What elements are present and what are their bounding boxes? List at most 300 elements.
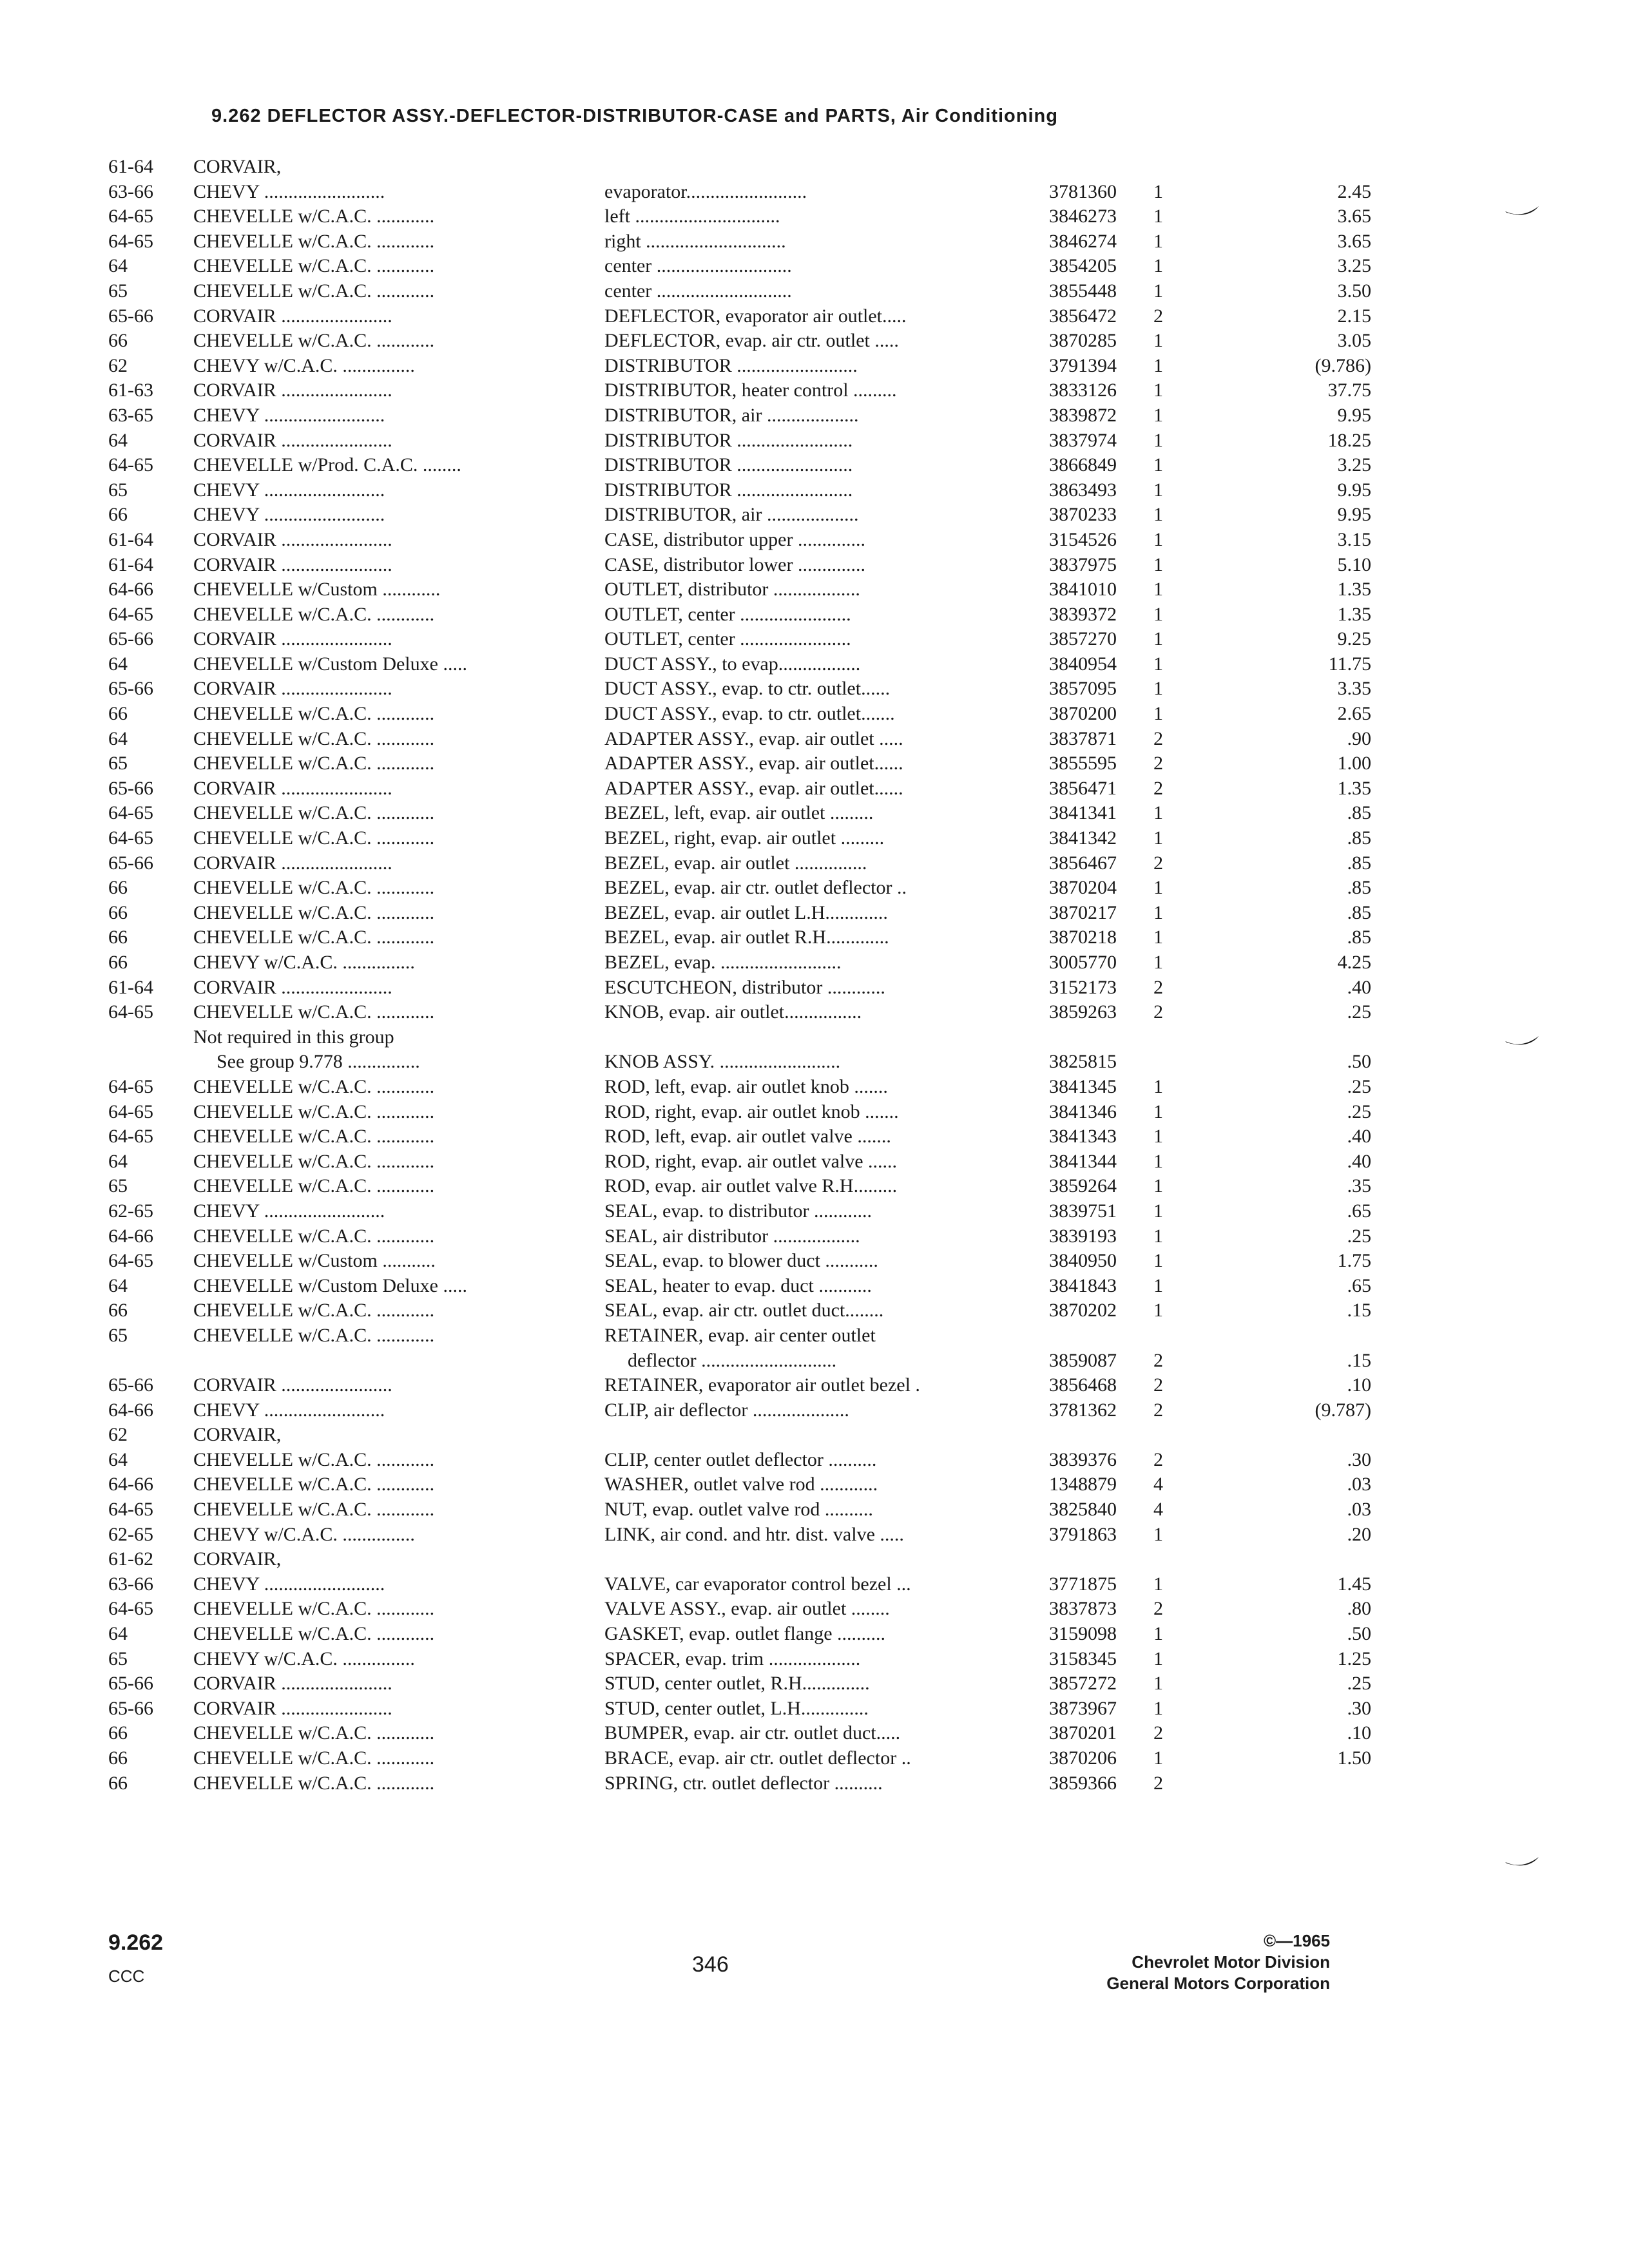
table-row	[108, 1274, 1397, 1299]
table-row	[108, 1771, 1397, 1796]
table-row	[108, 627, 1397, 652]
part-number-cell: 3870202	[1049, 1300, 1117, 1321]
model-cell: CHEVELLE w/C.A.C. ............	[193, 1324, 435, 1346]
year-cell: 64-66	[108, 579, 153, 601]
year-cell: 64-65	[108, 1598, 153, 1620]
table-row	[108, 1224, 1397, 1249]
model-cell: CHEVELLE w/C.A.C. ............	[193, 1722, 435, 1744]
model-cell: CHEVELLE w/C.A.C. ............	[193, 1150, 435, 1172]
quantity-cell: 1	[1153, 678, 1163, 700]
table-row	[108, 1572, 1397, 1597]
table-row	[108, 428, 1397, 454]
part-number-cell: 3841342	[1049, 827, 1117, 849]
quantity-cell: 1	[1153, 180, 1163, 202]
year-cell: 62	[108, 1424, 128, 1446]
price-cell: 3.35	[1337, 678, 1371, 700]
part-number-cell: 3855595	[1049, 753, 1117, 774]
part-number-cell: 3857270	[1049, 628, 1117, 650]
description-cell: RETAINER, evap. air center outlet	[604, 1324, 876, 1346]
price-cell: 9.25	[1337, 628, 1371, 650]
description-cell: OUTLET, distributor ..................	[604, 579, 860, 601]
year-cell: 65-66	[108, 678, 153, 700]
description-cell: left ..............................	[604, 206, 780, 227]
quantity-cell: 1	[1153, 280, 1163, 302]
price-cell: 9.95	[1337, 504, 1371, 526]
price-cell: .30	[1347, 1448, 1371, 1470]
part-number-cell: 3870218	[1049, 927, 1117, 948]
year-cell: 64	[108, 727, 128, 749]
price-cell: .25	[1347, 1225, 1371, 1247]
table-row	[108, 602, 1397, 628]
table-row	[108, 751, 1397, 776]
table-row	[108, 403, 1397, 428]
description-cell: DEFLECTOR, evap. air ctr. outlet .....	[604, 330, 899, 352]
table-row	[108, 453, 1397, 478]
quantity-cell: 1	[1153, 1623, 1163, 1645]
price-cell: .65	[1347, 1274, 1371, 1296]
description-cell: BEZEL, right, evap. air outlet .........	[604, 827, 885, 849]
price-cell: 18.25	[1327, 429, 1371, 451]
year-cell: 64	[108, 1274, 128, 1296]
quantity-cell: 1	[1153, 802, 1163, 824]
description-cell: CLIP, air deflector ....................	[604, 1399, 849, 1421]
part-number-cell: 3870200	[1049, 703, 1117, 725]
model-cell: CHEVELLE w/Custom ...........	[193, 1250, 436, 1272]
year-cell: 64-65	[108, 802, 153, 824]
description-cell: STUD, center outlet, R.H..............	[604, 1673, 870, 1695]
quantity-cell: 1	[1153, 1075, 1163, 1097]
table-row	[108, 1721, 1397, 1746]
price-cell: .85	[1347, 852, 1371, 874]
year-cell: 64	[108, 653, 128, 675]
quantity-cell: 1	[1153, 1673, 1163, 1695]
part-number-cell: 3856472	[1049, 305, 1117, 327]
quantity-cell: 1	[1153, 952, 1163, 973]
part-number-cell: 3839376	[1049, 1448, 1117, 1470]
table-row	[108, 1647, 1397, 1672]
description-cell: center ............................	[604, 280, 792, 302]
year-cell: 64-65	[108, 230, 153, 252]
model-cell: CORVAIR .......................	[193, 528, 392, 550]
description-cell: SPRING, ctr. outlet deflector ..........	[604, 1772, 883, 1794]
table-row	[108, 254, 1397, 279]
price-cell: .25	[1347, 1001, 1371, 1023]
table-row	[108, 677, 1397, 702]
quantity-cell: 2	[1153, 1399, 1163, 1421]
model-cell: CORVAIR .......................	[193, 852, 392, 874]
model-cell: See group 9.778 ...............	[217, 1051, 420, 1073]
price-cell: 11.75	[1328, 653, 1371, 675]
model-cell: CHEVELLE w/C.A.C. ............	[193, 603, 435, 625]
page-number: 346	[692, 1952, 729, 1977]
division-name: Chevrolet Motor Division	[1132, 1952, 1330, 1972]
quantity-cell: 2	[1153, 1722, 1163, 1744]
year-cell: 66	[108, 927, 128, 948]
quantity-cell: 1	[1153, 877, 1163, 899]
price-cell: 2.65	[1337, 703, 1371, 725]
year-cell: 66	[108, 1772, 128, 1794]
description-cell: BEZEL, evap. air outlet L.H.............	[604, 901, 888, 923]
footer-section-number: 9.262	[108, 1930, 164, 1955]
quantity-cell: 1	[1153, 528, 1163, 550]
quantity-cell: 1	[1153, 1573, 1163, 1595]
price-cell: 3.65	[1337, 206, 1371, 227]
quantity-cell: 1	[1153, 1300, 1163, 1321]
model-cell: CHEVELLE w/C.A.C. ............	[193, 802, 435, 824]
table-row	[108, 1149, 1397, 1175]
price-cell: .40	[1347, 976, 1371, 998]
model-cell: CORVAIR .......................	[193, 628, 392, 650]
table-row	[108, 478, 1397, 503]
description-cell: SEAL, heater to evap. duct ...........	[604, 1274, 872, 1296]
table-row	[108, 1671, 1397, 1696]
description-cell: ROD, right, evap. air outlet knob .......	[604, 1100, 899, 1122]
description-cell: CASE, distributor upper ..............	[604, 528, 865, 550]
description-cell: DISTRIBUTOR .........................	[604, 354, 858, 376]
year-cell: 63-66	[108, 1573, 153, 1595]
price-cell: 9.95	[1337, 404, 1371, 426]
quantity-cell: 1	[1153, 1523, 1163, 1545]
table-row	[108, 950, 1397, 975]
model-cell: CORVAIR .......................	[193, 380, 392, 401]
price-cell: 1.50	[1337, 1747, 1371, 1769]
part-number-cell: 3837974	[1049, 429, 1117, 451]
year-cell: 64-66	[108, 1225, 153, 1247]
quantity-cell: 1	[1153, 454, 1163, 476]
table-row	[108, 1597, 1397, 1622]
price-cell: .30	[1347, 1697, 1371, 1719]
part-number-cell: 3857095	[1049, 678, 1117, 700]
part-number-cell: 3870233	[1049, 504, 1117, 526]
table-row	[108, 1423, 1397, 1448]
model-cell: CORVAIR .......................	[193, 678, 392, 700]
quantity-cell: 2	[1153, 1772, 1163, 1794]
part-number-cell: 3839193	[1049, 1225, 1117, 1247]
price-cell: 1.45	[1337, 1573, 1371, 1595]
quantity-cell: 2	[1153, 753, 1163, 774]
part-number-cell: 3005770	[1049, 952, 1117, 973]
price-cell: 3.15	[1337, 528, 1371, 550]
model-cell: CHEVELLE w/C.A.C. ............	[193, 1448, 435, 1470]
part-number-cell: 3152173	[1049, 976, 1117, 998]
table-row	[108, 378, 1397, 403]
model-cell: CHEVY w/C.A.C. ...............	[193, 1523, 415, 1545]
table-row	[108, 925, 1397, 950]
corporation-name: General Motors Corporation	[1106, 1974, 1330, 1993]
table-row	[108, 801, 1397, 826]
model-cell: CHEVY .........................	[193, 404, 385, 426]
description-cell: SEAL, evap. air ctr. outlet duct........	[604, 1300, 884, 1321]
part-number-cell: 3837975	[1049, 553, 1117, 575]
description-cell: right .............................	[604, 230, 786, 252]
model-cell: CORVAIR .......................	[193, 1374, 392, 1396]
price-cell: 1.00	[1337, 753, 1371, 774]
price-cell: 3.25	[1337, 255, 1371, 277]
model-cell: CHEVELLE w/C.A.C. ............	[193, 877, 435, 899]
quantity-cell: 1	[1153, 628, 1163, 650]
description-cell: ROD, left, evap. air outlet valve .......	[604, 1126, 891, 1148]
quantity-cell: 2	[1153, 1374, 1163, 1396]
year-cell: 64-65	[108, 1100, 153, 1122]
part-number-cell: 3841010	[1049, 579, 1117, 601]
table-row	[108, 1696, 1397, 1722]
table-row	[108, 1075, 1397, 1100]
year-cell: 64	[108, 429, 128, 451]
description-cell: DISTRIBUTOR, air ...................	[604, 404, 859, 426]
description-cell: evaporator.........................	[604, 180, 807, 202]
table-row	[108, 1100, 1397, 1125]
table-row	[108, 975, 1397, 1001]
table-row	[108, 577, 1397, 602]
year-cell: 65-66	[108, 628, 153, 650]
table-row	[108, 155, 1397, 180]
part-number-cell: 3857272	[1049, 1673, 1117, 1695]
quantity-cell: 1	[1153, 653, 1163, 675]
table-row	[108, 304, 1397, 329]
model-cell: CHEVELLE w/C.A.C. ............	[193, 827, 435, 849]
quantity-cell: 1	[1153, 1126, 1163, 1148]
price-cell: .20	[1347, 1523, 1371, 1545]
model-cell: CHEVELLE w/C.A.C. ............	[193, 703, 435, 725]
price-cell: .50	[1347, 1051, 1371, 1073]
part-number-cell: 3863493	[1049, 479, 1117, 501]
part-number-cell: 3825840	[1049, 1499, 1117, 1521]
table-row	[108, 1050, 1397, 1075]
table-row	[108, 826, 1397, 851]
part-number-cell: 3859087	[1049, 1349, 1117, 1371]
model-cell: CHEVELLE w/C.A.C. ............	[193, 1772, 435, 1794]
part-number-cell: 3870201	[1049, 1722, 1117, 1744]
year-cell: 64-65	[108, 1075, 153, 1097]
model-cell: CHEVELLE w/Custom ............	[193, 579, 441, 601]
year-cell: 64-65	[108, 1001, 153, 1023]
model-cell: CHEVY .........................	[193, 1399, 385, 1421]
price-cell: 37.75	[1327, 380, 1371, 401]
part-number-cell: 3855448	[1049, 280, 1117, 302]
quantity-cell: 1	[1153, 927, 1163, 948]
part-number-cell: 3870206	[1049, 1747, 1117, 1769]
price-cell: .85	[1347, 802, 1371, 824]
description-cell: WASHER, outlet valve rod ............	[604, 1474, 878, 1495]
quantity-cell: 1	[1153, 504, 1163, 526]
description-cell: CASE, distributor lower ..............	[604, 553, 865, 575]
part-number-cell: 3791394	[1049, 354, 1117, 376]
price-cell: 1.35	[1337, 579, 1371, 601]
table-row	[108, 876, 1397, 901]
quantity-cell: 1	[1153, 553, 1163, 575]
table-row	[108, 279, 1397, 304]
model-cell: CHEVELLE w/C.A.C. ............	[193, 1474, 435, 1495]
quantity-cell: 2	[1153, 777, 1163, 799]
model-cell: CORVAIR .......................	[193, 1697, 392, 1719]
table-row	[108, 1025, 1397, 1050]
model-cell: CHEVELLE w/C.A.C. ............	[193, 1747, 435, 1769]
table-row	[108, 1298, 1397, 1323]
description-cell: DUCT ASSY., evap. to ctr. outlet.......	[604, 703, 895, 725]
description-cell: ADAPTER ASSY., evap. air outlet......	[604, 753, 903, 774]
table-row	[108, 553, 1397, 578]
model-cell: CORVAIR .......................	[193, 429, 392, 451]
description-cell: ADAPTER ASSY., evap. air outlet......	[604, 777, 903, 799]
quantity-cell: 1	[1153, 1100, 1163, 1122]
model-cell: CHEVY .........................	[193, 180, 385, 202]
table-row	[108, 901, 1397, 926]
table-row	[108, 1124, 1397, 1149]
price-cell: .35	[1347, 1175, 1371, 1197]
year-cell: 65-66	[108, 1673, 153, 1695]
quantity-cell: 2	[1153, 305, 1163, 327]
price-cell: 2.15	[1337, 305, 1371, 327]
price-cell: .10	[1347, 1722, 1371, 1744]
model-cell: CHEVELLE w/C.A.C. ............	[193, 1225, 435, 1247]
part-number-cell: 3856471	[1049, 777, 1117, 799]
description-cell: OUTLET, center .......................	[604, 603, 851, 625]
model-cell: CHEVELLE w/C.A.C. ............	[193, 1499, 435, 1521]
model-cell: CHEVELLE w/C.A.C. ............	[193, 255, 435, 277]
year-cell: 62	[108, 354, 128, 376]
part-number-cell: 3840954	[1049, 653, 1117, 675]
quantity-cell: 1	[1153, 230, 1163, 252]
quantity-cell: 1	[1153, 354, 1163, 376]
description-cell: DUCT ASSY., evap. to ctr. outlet......	[604, 678, 891, 700]
model-cell: CORVAIR .......................	[193, 1673, 392, 1695]
price-cell: (9.787)	[1315, 1399, 1371, 1421]
quantity-cell: 2	[1153, 976, 1163, 998]
model-cell: CORVAIR .......................	[193, 976, 392, 998]
price-cell: .90	[1347, 727, 1371, 749]
part-number-cell: 3841343	[1049, 1126, 1117, 1148]
description-cell: SEAL, evap. to distributor ............	[604, 1200, 872, 1222]
year-cell: 63-66	[108, 180, 153, 202]
part-number-cell: 3841345	[1049, 1075, 1117, 1097]
binding-hole-mark	[1503, 1856, 1541, 1875]
quantity-cell: 2	[1153, 1349, 1163, 1371]
description-cell: SPACER, evap. trim ...................	[604, 1648, 861, 1669]
price-cell: .03	[1347, 1474, 1371, 1495]
description-cell: SEAL, air distributor ..................	[604, 1225, 860, 1247]
table-row	[108, 1373, 1397, 1398]
model-cell: CHEVELLE w/C.A.C. ............	[193, 1623, 435, 1645]
year-cell: 61-64	[108, 976, 153, 998]
price-cell: .80	[1347, 1598, 1371, 1620]
model-cell: CHEVELLE w/Custom Deluxe .....	[193, 653, 467, 675]
table-row	[108, 1497, 1397, 1523]
description-cell: deflector ............................	[628, 1349, 837, 1371]
copyright: ©—1965	[1264, 1931, 1330, 1950]
table-row	[108, 503, 1397, 528]
year-cell: 64-65	[108, 827, 153, 849]
page-title: 9.262 DEFLECTOR ASSY.-DEFLECTOR-DISTRIBUTOR-CASE and PARTS, Air Conditioning	[211, 106, 1058, 126]
description-cell: ROD, evap. air outlet valve R.H.........	[604, 1175, 898, 1197]
quantity-cell: 1	[1153, 603, 1163, 625]
model-cell: CHEVELLE w/C.A.C. ............	[193, 230, 435, 252]
quantity-cell: 4	[1153, 1499, 1163, 1521]
price-cell: .85	[1347, 827, 1371, 849]
description-cell: BEZEL, left, evap. air outlet .........	[604, 802, 874, 824]
table-row	[108, 1249, 1397, 1274]
description-cell: STUD, center outlet, L.H..............	[604, 1697, 869, 1719]
price-cell: .85	[1347, 927, 1371, 948]
model-cell: CHEVELLE w/C.A.C. ............	[193, 280, 435, 302]
quantity-cell: 2	[1153, 1001, 1163, 1023]
model-cell: CHEVELLE w/C.A.C. ............	[193, 330, 435, 352]
model-cell: CHEVY .........................	[193, 1573, 385, 1595]
part-number-cell: 3873967	[1049, 1697, 1117, 1719]
table-row	[108, 1323, 1397, 1349]
quantity-cell: 2	[1153, 852, 1163, 874]
part-number-cell: 3854205	[1049, 255, 1117, 277]
price-cell: 3.05	[1337, 330, 1371, 352]
model-cell: CHEVY .........................	[193, 1200, 385, 1222]
year-cell: 65	[108, 753, 128, 774]
price-cell: 4.25	[1337, 952, 1371, 973]
table-row	[108, 1448, 1397, 1473]
model-cell: CHEVELLE w/C.A.C. ............	[193, 753, 435, 774]
quantity-cell: 1	[1153, 380, 1163, 401]
price-cell: .03	[1347, 1499, 1371, 1521]
price-cell: (9.786)	[1315, 354, 1371, 376]
part-number-cell: 3870217	[1049, 901, 1117, 923]
year-cell: 63-65	[108, 404, 153, 426]
price-cell: 2.45	[1337, 180, 1371, 202]
parts-list	[108, 155, 1397, 1796]
price-cell: .40	[1347, 1150, 1371, 1172]
year-cell: 65-66	[108, 305, 153, 327]
quantity-cell: 1	[1153, 255, 1163, 277]
description-cell: LINK, air cond. and htr. dist. valve .....	[604, 1523, 904, 1545]
price-cell: 3.65	[1337, 230, 1371, 252]
part-number-cell: 3859366	[1049, 1772, 1117, 1794]
part-number-cell: 3856468	[1049, 1374, 1117, 1396]
table-row	[108, 229, 1397, 255]
year-cell: 66	[108, 952, 128, 973]
part-number-cell: 3841346	[1049, 1100, 1117, 1122]
table-row	[108, 776, 1397, 802]
description-cell: KNOB, evap. air outlet................	[604, 1001, 862, 1023]
quantity-cell: 1	[1153, 1747, 1163, 1769]
table-row	[108, 1622, 1397, 1647]
description-cell: CLIP, center outlet deflector ..........	[604, 1448, 877, 1470]
quantity-cell: 1	[1153, 1274, 1163, 1296]
model-cell: CORVAIR .......................	[193, 305, 392, 327]
table-row	[108, 727, 1397, 752]
price-cell: .15	[1347, 1349, 1371, 1371]
quantity-cell: 1	[1153, 703, 1163, 725]
part-number-cell: 3781360	[1049, 180, 1117, 202]
description-cell: DEFLECTOR, evaporator air outlet.....	[604, 305, 907, 327]
year-cell: 64-65	[108, 454, 153, 476]
year-cell: 66	[108, 877, 128, 899]
year-cell: 66	[108, 703, 128, 725]
description-cell: center ............................	[604, 255, 792, 277]
model-cell: CORVAIR .......................	[193, 553, 392, 575]
description-cell: NUT, evap. outlet valve rod ..........	[604, 1499, 873, 1521]
quantity-cell: 1	[1153, 1697, 1163, 1719]
description-cell: BEZEL, evap. .........................	[604, 952, 842, 973]
model-cell: CHEVY w/C.A.C. ...............	[193, 354, 415, 376]
year-cell: 66	[108, 504, 128, 526]
part-number-cell: 3771875	[1049, 1573, 1117, 1595]
table-row	[108, 329, 1397, 354]
price-cell: .65	[1347, 1200, 1371, 1222]
description-cell: VALVE ASSY., evap. air outlet ........	[604, 1598, 890, 1620]
year-cell: 62-65	[108, 1200, 153, 1222]
price-cell: 5.10	[1337, 553, 1371, 575]
description-cell: DISTRIBUTOR ........................	[604, 454, 853, 476]
model-cell: CHEVELLE w/C.A.C. ............	[193, 1175, 435, 1197]
year-cell: 64-65	[108, 1126, 153, 1148]
part-number-cell: 1348879	[1049, 1474, 1117, 1495]
